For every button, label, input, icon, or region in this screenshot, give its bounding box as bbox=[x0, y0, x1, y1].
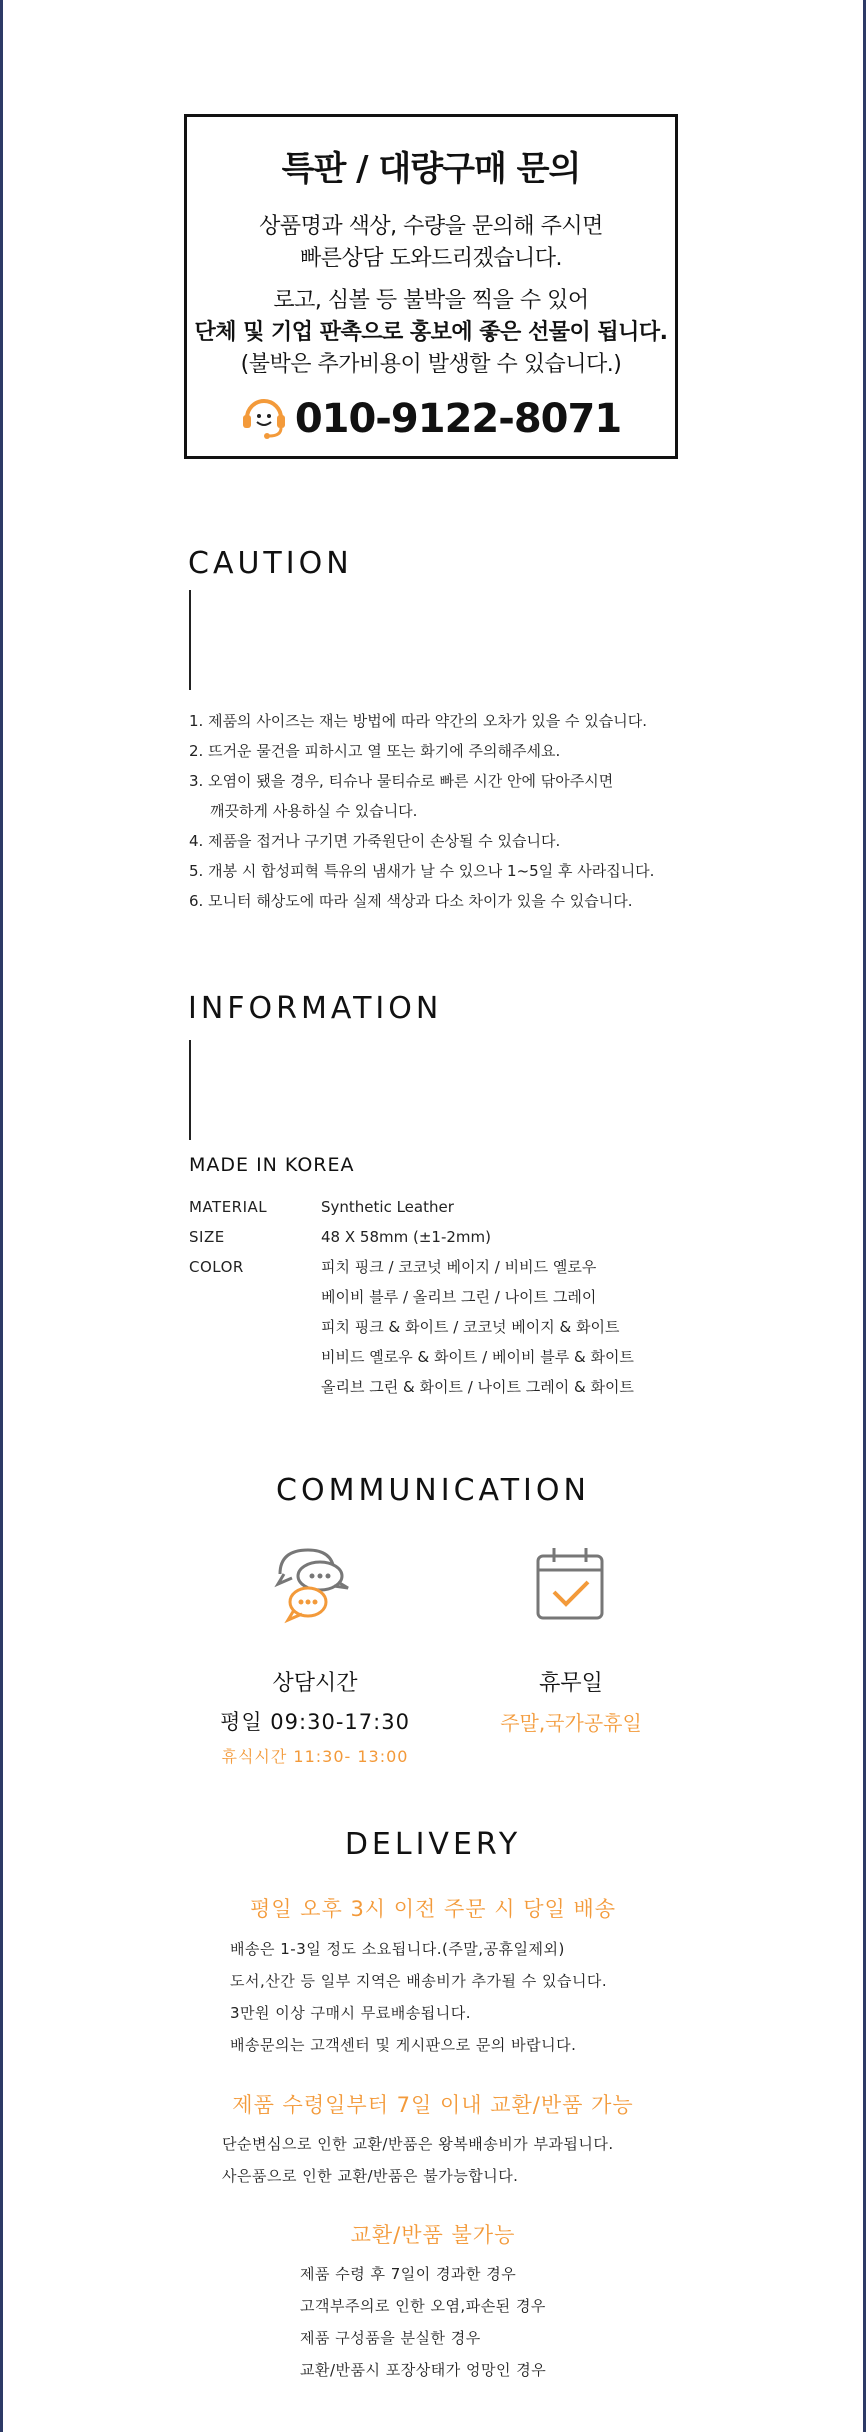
color-row bbox=[189, 1312, 619, 1342]
list-item: 1. 제품의 사이즈는 재는 방법에 따라 약간의 오차가 있을 수 있습니다. bbox=[189, 712, 647, 730]
communication-title: COMMUNICATION bbox=[276, 1473, 590, 1508]
caution-divider bbox=[189, 590, 191, 690]
list-item: 3만원 이상 구매시 무료배송됩니다. bbox=[230, 2004, 471, 2022]
list-item: 단순변심으로 인한 교환/반품은 왕복배송비가 부과됩니다. bbox=[222, 2135, 614, 2153]
delivery-heading-exchange: 제품 수령일부터 7일 이내 교환/반품 가능 bbox=[232, 2093, 634, 2117]
inquiry-title: 특판 / 대량구매 문의 bbox=[281, 149, 581, 189]
list-item: 배송문의는 고객센터 및 게시판으로 문의 바랍니다. bbox=[230, 2036, 577, 2054]
inquiry-line-2: 빠른상담 도와드리겠습니다. bbox=[299, 246, 562, 271]
list-item: 깨끗하게 사용하실 수 있습니다. bbox=[210, 802, 418, 820]
calendar-check-icon bbox=[530, 1544, 610, 1628]
material-label: MATERIAL bbox=[189, 1198, 268, 1216]
inquiry-line-3: 로고, 심볼 등 불박을 찍을 수 있어 bbox=[273, 288, 589, 313]
inquiry-line-4: 단체 및 기업 판촉으로 홍보에 좋은 선물이 됩니다. bbox=[194, 320, 668, 345]
phone-row bbox=[187, 393, 675, 445]
caution-title: CAUTION bbox=[188, 546, 353, 581]
delivery-heading-no-exchange: 교환/반품 불가능 bbox=[350, 2223, 516, 2247]
holiday-label: 휴무일 bbox=[539, 1671, 603, 1696]
information-title: INFORMATION bbox=[188, 991, 443, 1026]
color-value: 피치 핑크 / 코코넛 베이지 / 비비드 옐로우 bbox=[321, 1258, 597, 1276]
size-row bbox=[189, 1222, 491, 1252]
material-row bbox=[189, 1192, 454, 1222]
list-item: 사은품으로 인한 교환/반품은 불가능합니다. bbox=[222, 2167, 519, 2185]
headset-smile-icon bbox=[241, 394, 287, 444]
delivery-title: DELIVERY bbox=[344, 1827, 522, 1862]
list-item: 배송은 1-3일 정도 소요됩니다.(주말,공휴일제외) bbox=[230, 1940, 565, 1958]
inquiry-line-1: 상품명과 색상, 수량을 문의해 주시면 bbox=[259, 214, 603, 239]
color-value: 올리브 그린 & 화이트 / 나이트 그레이 & 화이트 bbox=[321, 1378, 634, 1396]
information-divider bbox=[189, 1040, 191, 1140]
list-item: 6. 모니터 해상도에 따라 실제 색상과 다소 차이가 있을 수 있습니다. bbox=[189, 892, 633, 910]
color-label: COLOR bbox=[189, 1258, 244, 1276]
color-row bbox=[189, 1282, 596, 1312]
break-time: 휴식시간 11:30- 13:00 bbox=[221, 1747, 409, 1766]
list-item: 도서,산간 등 일부 지역은 배송비가 추가될 수 있습니다. bbox=[230, 1972, 608, 1990]
list-item: 교환/반품시 포장상태가 엉망인 경우 bbox=[300, 2361, 547, 2379]
color-row bbox=[189, 1252, 596, 1282]
color-value: 피치 핑크 & 화이트 / 코코넛 베이지 & 화이트 bbox=[321, 1318, 620, 1336]
list-item: 제품 수령 후 7일이 경과한 경우 bbox=[300, 2265, 517, 2283]
caution-list bbox=[189, 706, 654, 916]
color-row bbox=[189, 1372, 634, 1402]
phone-number[interactable]: 010-9122-8071 bbox=[294, 396, 622, 442]
consult-hours-label: 상담시간 bbox=[272, 1671, 358, 1696]
inquiry-line-5: (불박은 추가비용이 발생할 수 있습니다.) bbox=[240, 352, 622, 377]
color-row bbox=[189, 1342, 634, 1372]
list-item: 제품 구성품을 분실한 경우 bbox=[300, 2329, 481, 2347]
material-value: Synthetic Leather bbox=[321, 1198, 454, 1216]
holiday-value: 주말,국가공휴일 bbox=[500, 1711, 642, 1735]
list-item: 3. 오염이 됐을 경우, 티슈나 물티슈로 빠른 시간 안에 닦아주시면 bbox=[189, 772, 614, 790]
consult-hours-value: 평일 09:30-17:30 bbox=[220, 1710, 410, 1734]
list-item: 고객부주의로 인한 오염,파손된 경우 bbox=[300, 2297, 546, 2315]
delivery-heading-same-day: 평일 오후 3시 이전 주문 시 당일 배송 bbox=[249, 1897, 617, 1921]
color-value: 비비드 옐로우 & 화이트 / 베이비 블루 & 화이트 bbox=[321, 1348, 634, 1366]
page-border-left bbox=[0, 0, 3, 2432]
size-label: SIZE bbox=[189, 1228, 225, 1246]
list-item: 4. 제품을 접거나 구기면 가죽원단이 손상될 수 있습니다. bbox=[189, 832, 561, 850]
color-value: 베이비 블루 / 올리브 그린 / 나이트 그레이 bbox=[321, 1288, 597, 1306]
chat-bubbles-icon bbox=[272, 1540, 356, 1628]
list-item: 5. 개봉 시 합성피혁 특유의 냄새가 날 수 있으나 1~5일 후 사라집니다. bbox=[189, 862, 655, 880]
made-in-label: MADE IN KOREA bbox=[189, 1154, 355, 1176]
size-value: 48 X 58mm (±1-2mm) bbox=[321, 1228, 491, 1246]
list-item: 2. 뜨거운 물건을 피하시고 열 또는 화기에 주의해주세요. bbox=[189, 742, 561, 760]
bulk-inquiry-box bbox=[184, 114, 678, 459]
